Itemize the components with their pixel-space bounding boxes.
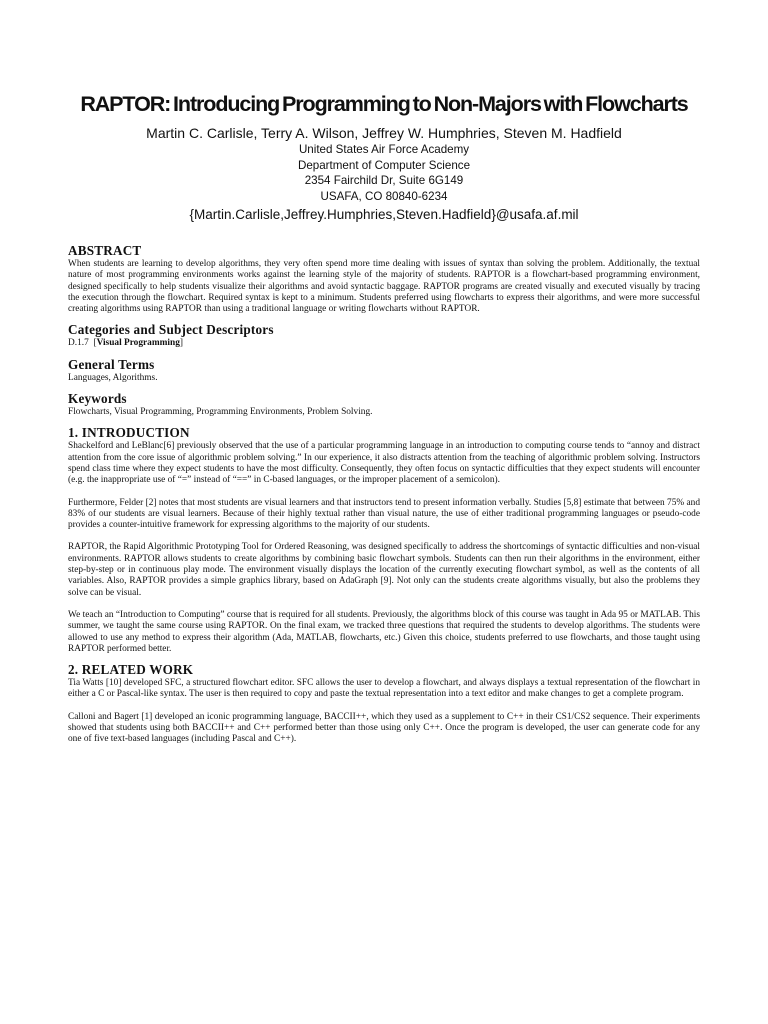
author-emails: {Martin.Carlisle,Jeffrey.Humphries,Steven.Hadfield}@usafa.af.mil: [189, 207, 579, 222]
related-work-paragraph: Tia Watts [10] developed SFC, a structured flowchart editor. SFC allows the user to develop a flowchart, and always displays a textual representation of the flowchart in either a C or Pascal-like syntax. The user is then required to copy and paste the textual representation into a text editor and make changes to get a complete program.: [68, 678, 700, 700]
introduction-heading: 1. INTRODUCTION: [68, 425, 190, 441]
related-work-heading: 2. RELATED WORK: [68, 662, 194, 678]
categories-text: D.1.7 [Visual Programming]: [68, 338, 184, 349]
category-code: D.1.7: [68, 338, 89, 349]
introduction-paragraph: RAPTOR, the Rapid Algorithmic Prototyping Tool for Ordered Reasoning, was designed specifically to address the shortcomings of syntactic difficulties and non-visual environments. RAPTOR allows students to create algorithms by combining basic flowchart symbols. Students can then run their algorithms in the environment, either step-by-step or in continuous play mode. The environment visually displays the location of the currently executing flowchart symbol, as well as the contents of all variables. Also, RAPTOR provides a simple graphics library, based on AdaGraph [9]. Not only can the students create algorithms visually, but also the problems they solve can be visual.: [68, 542, 700, 598]
general-terms-heading: General Terms: [68, 356, 155, 372]
categories-heading: Categories and Subject Descriptors: [68, 322, 274, 338]
affiliation-line: Department of Computer Science: [297, 158, 471, 172]
related-work-paragraph: Calloni and Bagert [1] developed an iconic programming language, BACCII++, which they used as a supplement to C++ in their CS1/CS2 sequence. Their experiments showed that students using both BACCII++ and C++ performed better than those using only C++. Once the program is developed, the user can generate code for any one of five text-based languages (including Pascal and C++).: [68, 711, 700, 745]
affiliation-line: 2354 Fairchild Dr, Suite 6G149: [304, 174, 464, 187]
category-label: Visual Programming: [96, 338, 180, 349]
introduction-paragraph: Shackelford and LeBlanc[6] previously observed that the use of a particular programming language in an introduction to computing course tends to “annoy and distract attention from the core issue of algorithmic problem solving.” In our experience, it also distracts attention from the teaching of algorithmic problem solving. Instructors spend class time where they expect students to have the most difficulty. Consequently, they often focus on syntactic difficulties that they expect students will encounter (e.g. the inappropriate use of “=” instead of “==” in C-based languages, or the improper placement of a semicolon).: [68, 441, 700, 486]
author-list: Martin C. Carlisle, Terry A. Wilson, Jeffrey W. Humphries, Steven M. Hadfield: [146, 125, 622, 141]
introduction-paragraph: We teach an “Introduction to Computing” course that is required for all students. Previously, the algorithms block of this course was taught in Ada 95 or MATLAB. This summer, we taught the same course using RAPTOR. On the final exam, we tracked three questions that required the students to develop algorithms. The students were allowed to use any method to express their algorithm (Ada, MATLAB, flowcharts, etc.) Given this choice, students preferred to use flowcharts, and those taught using RAPTOR performed better.: [68, 609, 700, 654]
paper-title: RAPTOR: Introducing Programming to Non-Majors with Flowcharts: [80, 92, 688, 116]
paper-header: [0, 124, 768, 224]
abstract-heading: ABSTRACT: [68, 243, 142, 258]
introduction-paragraph: Furthermore, Felder [2] notes that most students are visual learners and that instructors tend to present information verbally. Studies [5,8] estimate that between 75% and 83% of our students are visual learners. Because of their highly textual rather than visual nature, the use of either traditional programming languages or pseudo-code provides a counter-intuitive framework for expressing algorithms to the majority of our students.: [68, 497, 700, 531]
keywords-text: Flowcharts, Visual Programming, Programming Environments, Problem Solving.: [68, 407, 373, 418]
abstract-text: When students are learning to develop algorithms, they very often spend more time dealing with issues of syntax than solving the problem. Additionally, the textual nature of most programming environments works against the learning style of the majority of students. RAPTOR is a flowchart-based programming environment, designed specifically to help students visualize their algorithms and avoid syntactic baggage. RAPTOR programs are created visually and executed visually by tracing the execution through the flowchart. Required syntax is kept to a minimum. Students preferred using flowcharts to express their algorithms, and were more successful creating algorithms using RAPTOR than using a traditional language or writing flowcharts without RAPTOR.: [68, 259, 700, 315]
paper-body: [68, 242, 700, 746]
affiliation-line: USAFA, CO 80840-6234: [320, 189, 448, 203]
keywords-heading: Keywords: [68, 391, 127, 407]
general-terms-text: Languages, Algorithms.: [68, 372, 158, 383]
affiliation-line: United States Air Force Academy: [298, 143, 470, 156]
